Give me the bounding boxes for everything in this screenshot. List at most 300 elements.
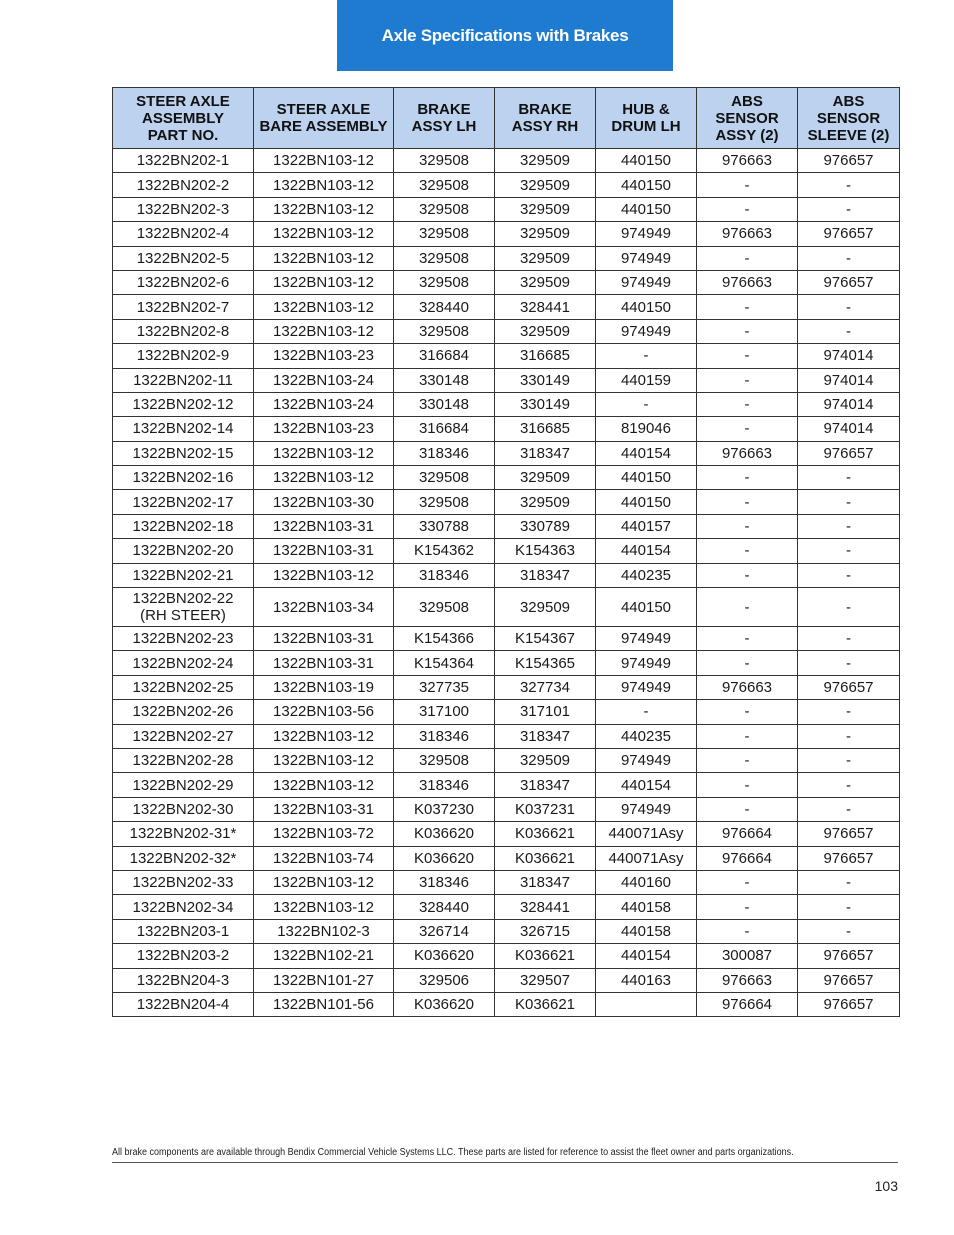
table-cell xyxy=(113,944,254,968)
table-cell xyxy=(113,173,254,197)
table-cell: - xyxy=(697,773,798,797)
table-cell: 440071Asy xyxy=(596,822,697,846)
part-number-line: 1322BN202-2 xyxy=(136,176,230,194)
column-header-line: SENSOR xyxy=(816,109,881,127)
table-cell: 440154 xyxy=(596,773,697,797)
table-cell: 329508 xyxy=(394,246,495,270)
table-cell: 1322BN102-21 xyxy=(254,944,394,968)
table-cell: 1322BN103-12 xyxy=(254,563,394,587)
table-cell: - xyxy=(697,344,798,368)
table-cell: 974949 xyxy=(596,675,697,699)
table-cell xyxy=(113,539,254,563)
column-header-line: ASSEMBLY xyxy=(142,109,224,127)
table-cell: - xyxy=(798,588,900,627)
table-row xyxy=(113,368,900,392)
table-cell: - xyxy=(798,724,900,748)
table-cell: - xyxy=(798,895,900,919)
table-cell: 1322BN103-24 xyxy=(254,392,394,416)
table-row xyxy=(113,651,900,675)
table-cell: K154363 xyxy=(495,539,596,563)
part-number-line: 1322BN202-4 xyxy=(136,225,230,243)
table-cell: 318347 xyxy=(495,870,596,894)
table-cell: 328440 xyxy=(394,295,495,319)
table-cell: - xyxy=(596,700,697,724)
table-cell: 1322BN103-12 xyxy=(254,441,394,465)
table-cell: 440150 xyxy=(596,295,697,319)
table-cell xyxy=(113,724,254,748)
table-cell: - xyxy=(697,724,798,748)
table-cell: 1322BN103-12 xyxy=(254,895,394,919)
table-cell: 1322BN103-56 xyxy=(254,700,394,724)
table-cell: 976664 xyxy=(697,846,798,870)
part-number-line: 1322BN202-29 xyxy=(132,776,234,794)
table-cell: 1322BN101-27 xyxy=(254,968,394,992)
table-cell: 1322BN103-34 xyxy=(254,588,394,627)
table-cell: 1322BN103-12 xyxy=(254,724,394,748)
table-cell: 330148 xyxy=(394,392,495,416)
table-cell: K036621 xyxy=(495,992,596,1016)
table-cell: 329509 xyxy=(495,490,596,514)
part-number-line: 1322BN202-28 xyxy=(132,752,234,770)
table-cell xyxy=(113,270,254,294)
part-number-line: 1322BN202-18 xyxy=(132,518,234,536)
part-number-line: 1322BN202-30 xyxy=(132,800,234,818)
table-cell: - xyxy=(697,197,798,221)
table-cell xyxy=(113,992,254,1016)
table-cell: - xyxy=(697,319,798,343)
table-cell: 974949 xyxy=(596,270,697,294)
table-cell: 318347 xyxy=(495,441,596,465)
table-cell: 329508 xyxy=(394,197,495,221)
table-cell: - xyxy=(697,246,798,270)
table-cell: 976657 xyxy=(798,968,900,992)
table-cell: K037231 xyxy=(495,797,596,821)
table-cell: 328441 xyxy=(495,295,596,319)
table-cell xyxy=(113,417,254,441)
table-cell xyxy=(113,466,254,490)
table-row xyxy=(113,319,900,343)
table-row xyxy=(113,773,900,797)
table-cell: - xyxy=(798,919,900,943)
table-cell: 317100 xyxy=(394,700,495,724)
table-cell: 440071Asy xyxy=(596,846,697,870)
table-cell: - xyxy=(798,797,900,821)
table-row xyxy=(113,563,900,587)
table-cell: 440150 xyxy=(596,173,697,197)
table-cell: 1322BN102-3 xyxy=(254,919,394,943)
table-cell: - xyxy=(697,563,798,587)
table-cell xyxy=(113,700,254,724)
table-cell: 1322BN103-23 xyxy=(254,417,394,441)
table-cell: - xyxy=(697,173,798,197)
table-row xyxy=(113,992,900,1016)
table-row xyxy=(113,514,900,538)
part-number-line: 1322BN202-1 xyxy=(136,152,230,170)
table-cell: 976663 xyxy=(697,222,798,246)
table-header-row xyxy=(113,88,900,149)
table-cell: 1322BN103-31 xyxy=(254,539,394,563)
table-row xyxy=(113,748,900,772)
table-cell: 318346 xyxy=(394,563,495,587)
table-cell: 330789 xyxy=(495,514,596,538)
table-cell: - xyxy=(596,392,697,416)
table-cell: 440163 xyxy=(596,968,697,992)
table-cell: - xyxy=(697,700,798,724)
table-cell: 1322BN103-72 xyxy=(254,822,394,846)
column-header-line: SENSOR xyxy=(715,109,779,127)
table-cell: 316684 xyxy=(394,344,495,368)
table-cell xyxy=(113,968,254,992)
table-row xyxy=(113,222,900,246)
table-row xyxy=(113,675,900,699)
table-cell: 1322BN103-12 xyxy=(254,270,394,294)
table-cell: 976663 xyxy=(697,149,798,173)
table-row xyxy=(113,846,900,870)
table-cell: 316685 xyxy=(495,417,596,441)
table-cell xyxy=(113,748,254,772)
part-number-line: 1322BN202-23 xyxy=(132,630,234,648)
table-cell: 327734 xyxy=(495,675,596,699)
table-cell: K154365 xyxy=(495,651,596,675)
table-cell xyxy=(113,627,254,651)
table-cell: 328440 xyxy=(394,895,495,919)
table-cell: 440154 xyxy=(596,539,697,563)
table-cell: 330148 xyxy=(394,368,495,392)
table-row xyxy=(113,700,900,724)
table-cell: 1322BN101-56 xyxy=(254,992,394,1016)
table-cell: - xyxy=(798,870,900,894)
table-cell: 327735 xyxy=(394,675,495,699)
part-number-line: 1322BN202-14 xyxy=(132,420,234,438)
table-row xyxy=(113,822,900,846)
table-cell: 326714 xyxy=(394,919,495,943)
table-cell: K036621 xyxy=(495,846,596,870)
table-cell: 440150 xyxy=(596,588,697,627)
table-cell: 329509 xyxy=(495,197,596,221)
table-cell: K037230 xyxy=(394,797,495,821)
table-cell: 974949 xyxy=(596,222,697,246)
table-cell: 329509 xyxy=(495,588,596,627)
table-cell: - xyxy=(798,197,900,221)
column-header-line: DRUM LH xyxy=(611,118,681,135)
table-cell: 1322BN103-31 xyxy=(254,514,394,538)
table-cell: 329508 xyxy=(394,173,495,197)
part-number-line: (RH STEER) xyxy=(140,607,226,625)
part-number-line: 1322BN202-16 xyxy=(132,469,234,487)
table-cell: 329509 xyxy=(495,748,596,772)
table-row xyxy=(113,246,900,270)
table-row xyxy=(113,724,900,748)
table-cell: - xyxy=(697,368,798,392)
column-header xyxy=(113,88,254,149)
table-cell: - xyxy=(798,773,900,797)
table-cell: - xyxy=(798,563,900,587)
table-cell: 326715 xyxy=(495,919,596,943)
table-cell: 329509 xyxy=(495,466,596,490)
part-number-line: 1322BN202-21 xyxy=(132,566,234,584)
table-cell: K036621 xyxy=(495,944,596,968)
table-cell: 976657 xyxy=(798,149,900,173)
column-header-line: STEER AXLE xyxy=(276,101,371,118)
table-cell: 976657 xyxy=(798,822,900,846)
part-number-line: 1322BN202-11 xyxy=(133,371,233,389)
table-cell xyxy=(113,295,254,319)
column-header-line: ABS xyxy=(731,92,763,110)
column-header xyxy=(495,88,596,149)
column-header-line: SLEEVE (2) xyxy=(807,126,890,144)
table-cell xyxy=(113,895,254,919)
table-cell: 1322BN103-12 xyxy=(254,773,394,797)
table-cell xyxy=(113,149,254,173)
table-row xyxy=(113,466,900,490)
table-cell: 974949 xyxy=(596,627,697,651)
table-cell: 1322BN103-12 xyxy=(254,222,394,246)
table-cell: K154367 xyxy=(495,627,596,651)
table-cell: 1322BN103-12 xyxy=(254,748,394,772)
axle-spec-table xyxy=(112,87,900,1017)
part-number-line: 1322BN202-9 xyxy=(136,347,230,365)
table-cell: - xyxy=(697,392,798,416)
table-body xyxy=(113,149,900,1017)
table-cell xyxy=(113,797,254,821)
table-cell xyxy=(113,197,254,221)
table-row xyxy=(113,270,900,294)
part-number-line: 1322BN202-27 xyxy=(132,727,234,745)
table-row xyxy=(113,968,900,992)
table-cell: 976664 xyxy=(697,822,798,846)
table-cell xyxy=(113,919,254,943)
table-cell: 1322BN103-23 xyxy=(254,344,394,368)
table-row xyxy=(113,441,900,465)
part-number-line: 1322BN202-3 xyxy=(136,200,230,218)
table-cell: 329508 xyxy=(394,466,495,490)
table-cell xyxy=(113,368,254,392)
table-cell: - xyxy=(697,514,798,538)
table-cell: 976663 xyxy=(697,441,798,465)
table-cell: 300087 xyxy=(697,944,798,968)
table-cell: 440158 xyxy=(596,919,697,943)
table-cell: 318346 xyxy=(394,724,495,748)
table-cell xyxy=(113,563,254,587)
table-row xyxy=(113,588,900,627)
table-cell: 974014 xyxy=(798,392,900,416)
table-row xyxy=(113,944,900,968)
part-number-line: 1322BN204-3 xyxy=(136,971,230,989)
table-cell: - xyxy=(697,919,798,943)
table-cell: 974014 xyxy=(798,368,900,392)
column-header-line: PART NO. xyxy=(147,126,219,144)
part-number-line: 1322BN202-33 xyxy=(132,874,234,892)
table-cell: - xyxy=(798,651,900,675)
table-row xyxy=(113,149,900,173)
table-cell: - xyxy=(697,466,798,490)
column-header xyxy=(394,88,495,149)
table-cell: - xyxy=(697,797,798,821)
table-cell: 328441 xyxy=(495,895,596,919)
table-cell: 976657 xyxy=(798,270,900,294)
table-cell: - xyxy=(798,539,900,563)
part-number-line: 1322BN202-5 xyxy=(136,249,230,267)
table-cell: 317101 xyxy=(495,700,596,724)
table-cell: - xyxy=(697,295,798,319)
table-cell: K154364 xyxy=(394,651,495,675)
table-cell: 976657 xyxy=(798,846,900,870)
table-cell: 329509 xyxy=(495,319,596,343)
table-cell: 976664 xyxy=(697,992,798,1016)
table-cell: - xyxy=(697,748,798,772)
part-number-line: 1322BN204-4 xyxy=(136,996,230,1014)
table-cell: - xyxy=(697,490,798,514)
table-cell: 976657 xyxy=(798,441,900,465)
table-cell: 1322BN103-12 xyxy=(254,319,394,343)
column-header-line: BARE ASSEMBLY xyxy=(259,118,388,135)
table-cell: 318347 xyxy=(495,563,596,587)
table-cell: 318346 xyxy=(394,870,495,894)
table-cell: 329509 xyxy=(495,149,596,173)
table-cell: 1322BN103-12 xyxy=(254,173,394,197)
table-cell: 440235 xyxy=(596,724,697,748)
table-cell xyxy=(113,319,254,343)
table-cell: 974949 xyxy=(596,748,697,772)
table-cell xyxy=(113,514,254,538)
table-cell xyxy=(113,222,254,246)
table-cell: 974949 xyxy=(596,797,697,821)
table-cell: 1322BN103-12 xyxy=(254,197,394,221)
table-cell: K154362 xyxy=(394,539,495,563)
table-cell: - xyxy=(798,466,900,490)
table-row xyxy=(113,344,900,368)
table-cell: - xyxy=(798,748,900,772)
table-row xyxy=(113,895,900,919)
part-number-line: 1322BN202-31* xyxy=(129,825,237,843)
table-cell: 329508 xyxy=(394,222,495,246)
table-cell: 329508 xyxy=(394,319,495,343)
table-cell: - xyxy=(697,651,798,675)
part-number-line: 1322BN202-22 xyxy=(132,590,234,608)
column-header-line: ASSY (2) xyxy=(715,126,779,144)
part-number-line: 1322BN202-8 xyxy=(136,322,230,340)
table-cell xyxy=(113,490,254,514)
part-number-line: 1322BN202-20 xyxy=(132,542,234,560)
table-cell: 329508 xyxy=(394,149,495,173)
column-header-line: HUB & xyxy=(622,101,670,118)
table-cell: - xyxy=(798,490,900,514)
table-row xyxy=(113,870,900,894)
table-cell: 974949 xyxy=(596,651,697,675)
table-row xyxy=(113,392,900,416)
column-header xyxy=(254,88,394,149)
table-cell: 1322BN103-74 xyxy=(254,846,394,870)
table-cell: 974949 xyxy=(596,319,697,343)
table-cell: K036620 xyxy=(394,992,495,1016)
table-row xyxy=(113,539,900,563)
table-cell xyxy=(113,441,254,465)
part-number-line: 1322BN202-34 xyxy=(132,898,234,916)
table-cell: 329509 xyxy=(495,173,596,197)
table-cell: 440160 xyxy=(596,870,697,894)
table-row xyxy=(113,295,900,319)
table-cell: 1322BN103-12 xyxy=(254,870,394,894)
table-cell: - xyxy=(697,870,798,894)
table-cell: 329508 xyxy=(394,588,495,627)
table-cell: 440157 xyxy=(596,514,697,538)
table-cell: 1322BN103-31 xyxy=(254,797,394,821)
table-cell: 318346 xyxy=(394,773,495,797)
table-cell: 440154 xyxy=(596,441,697,465)
column-header-line: BRAKE xyxy=(417,101,471,118)
table-cell: - xyxy=(798,627,900,651)
table-row xyxy=(113,919,900,943)
table-cell: K154366 xyxy=(394,627,495,651)
table-cell xyxy=(596,992,697,1016)
table-cell: 316685 xyxy=(495,344,596,368)
table-cell: 329509 xyxy=(495,270,596,294)
table-cell: 318347 xyxy=(495,773,596,797)
part-number-line: 1322BN202-25 xyxy=(132,679,234,696)
column-header-line: BRAKE xyxy=(518,101,572,118)
table-row xyxy=(113,417,900,441)
table-cell: - xyxy=(697,627,798,651)
table-cell: 1322BN103-12 xyxy=(254,149,394,173)
table-cell: 329507 xyxy=(495,968,596,992)
table-cell: 440235 xyxy=(596,563,697,587)
table-cell: K036620 xyxy=(394,944,495,968)
table-cell xyxy=(113,870,254,894)
table-cell xyxy=(113,846,254,870)
table-cell: 1322BN103-30 xyxy=(254,490,394,514)
table-cell: 976657 xyxy=(798,675,900,699)
table-cell: 440150 xyxy=(596,149,697,173)
column-header-line: STEER AXLE xyxy=(136,92,230,110)
table-cell: 329508 xyxy=(394,748,495,772)
table-cell: - xyxy=(798,173,900,197)
table-cell: 976663 xyxy=(697,968,798,992)
table-cell xyxy=(113,651,254,675)
table-cell: 329509 xyxy=(495,222,596,246)
table-row xyxy=(113,490,900,514)
table-cell: 1322BN103-12 xyxy=(254,466,394,490)
footnote: All brake components are available through Bendix Commercial Vehicle Systems LLC. These parts are listed for reference to assist the fleet owner and parts organizations. xyxy=(112,1147,794,1158)
table-cell: - xyxy=(697,588,798,627)
table-cell: 976657 xyxy=(798,222,900,246)
table-cell: K036620 xyxy=(394,846,495,870)
table-cell: 1322BN103-24 xyxy=(254,368,394,392)
table-cell: 318346 xyxy=(394,441,495,465)
section-title: Axle Specifications with Brakes xyxy=(381,25,629,45)
column-header-line: ASSY LH xyxy=(411,118,477,135)
section-title-tab xyxy=(337,0,673,71)
table-cell: 974014 xyxy=(798,344,900,368)
table-cell: 1322BN103-12 xyxy=(254,295,394,319)
table-cell: 819046 xyxy=(596,417,697,441)
table-cell: 329508 xyxy=(394,490,495,514)
table-cell: 329508 xyxy=(394,270,495,294)
table-cell: - xyxy=(798,514,900,538)
table-cell: 440150 xyxy=(596,490,697,514)
table-cell: - xyxy=(697,539,798,563)
table-cell: 976657 xyxy=(798,992,900,1016)
part-number-line: 1322BN202-32* xyxy=(129,849,237,867)
table-cell: 329509 xyxy=(495,246,596,270)
table-cell: 330149 xyxy=(495,368,596,392)
table-row xyxy=(113,197,900,221)
table-cell: 974014 xyxy=(798,417,900,441)
table-cell: - xyxy=(798,295,900,319)
column-header xyxy=(798,88,900,149)
part-number-line: 1322BN203-1 xyxy=(136,922,230,940)
table-cell: 1322BN103-31 xyxy=(254,627,394,651)
table-cell xyxy=(113,822,254,846)
